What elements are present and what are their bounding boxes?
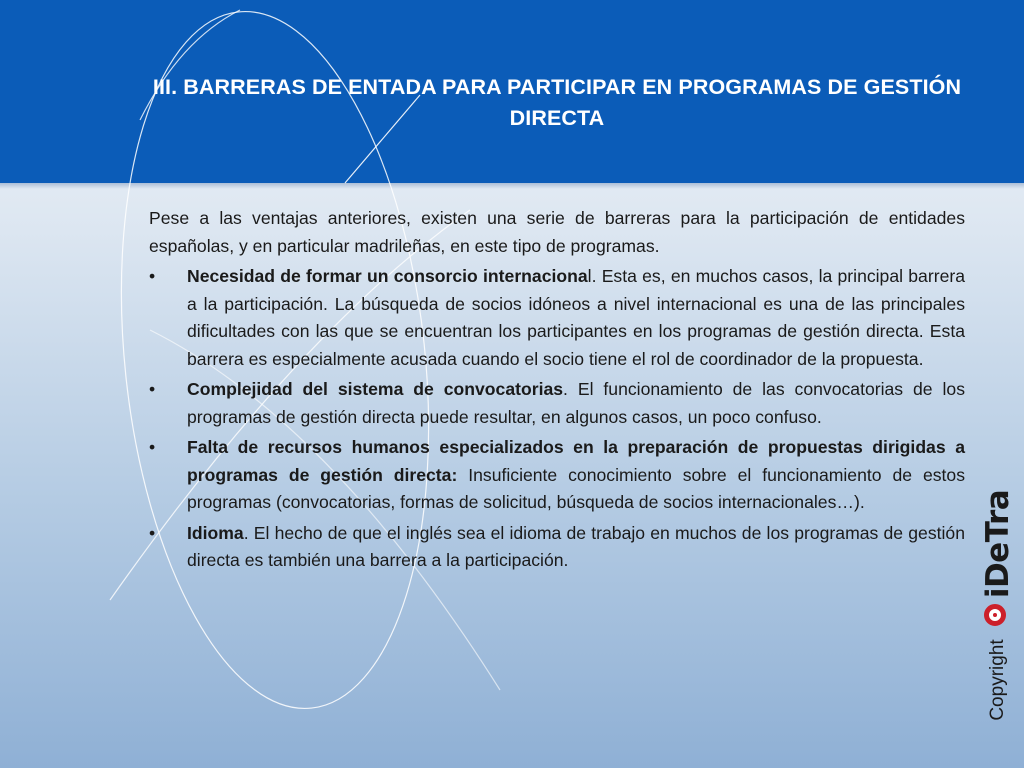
logo-text: iDeTra — [980, 489, 1016, 599]
list-item — [149, 263, 965, 373]
target-icon — [984, 604, 1006, 626]
slide-body — [149, 205, 965, 578]
list-item — [149, 434, 965, 517]
slide-title: III. BARRERAS DE ENTADA PARA PARTICIPAR EN PROGRAMAS DE GESTIÓN DIRECTA — [152, 75, 962, 130]
list-item — [149, 376, 965, 431]
item-heading: Falta de recursos humanos especializados en la preparación de propuestas dirigidas a programas de gestión directa: — [187, 437, 965, 485]
bullet-icon: • — [149, 379, 156, 399]
item-text: . El hecho de que el inglés sea el idioma de trabajo en muchos de los programas de gestión directa es también una barrera a la participación. — [187, 522, 965, 570]
item-heading: Idioma — [187, 522, 244, 543]
intro-paragraph: Pese a las ventajas anteriores, existen una serie de barreras para la participación de entidades españolas, y en particular madrileñas, en este tipo de programas. — [149, 208, 965, 256]
bullet-icon: • — [149, 266, 156, 286]
idetra-logo — [980, 486, 1016, 636]
list-item — [149, 520, 965, 575]
barrier-list — [149, 263, 965, 575]
bullet-icon: • — [149, 437, 156, 457]
item-text: . El funcionamiento de las convocatorias de los programas de gestión directa puede resultar, en algunos casos, un poco confuso. — [187, 379, 965, 427]
item-heading: Complejidad del sistema de convocatorias — [187, 379, 564, 399]
bullet-icon: • — [149, 522, 156, 543]
copyright-label: Copyright — [987, 639, 1008, 721]
item-heading: Necesidad de formar un consorcio internaciona — [187, 266, 588, 286]
item-text: l. Esta es, en muchos casos, la principal barrera a la participación. La búsqueda de socios idóneos a nivel internacional es una de las principales dificultades con las que se encuentran los participantes en los programas de gestión directa. Esta barrera es especialmente acusada cuando el socio tiene el rol de coordinador de la propuesta. — [187, 266, 965, 369]
item-text: Insuficiente conocimiento sobre el funcionamiento de estos programas (convocatorias, formas de solicitud, búsqueda de socios internacionales…). — [187, 464, 965, 512]
header-shadow — [0, 183, 1024, 189]
